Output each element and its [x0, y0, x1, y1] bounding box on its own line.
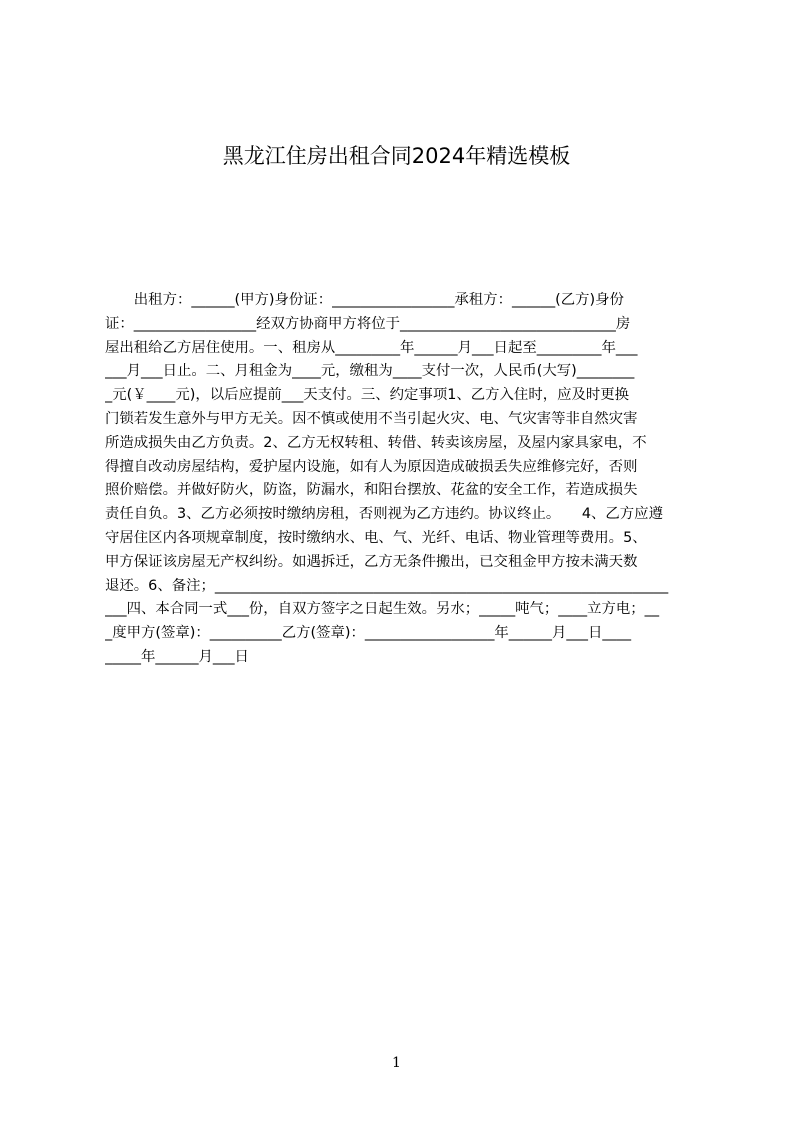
body-line: 屋出租给乙方居住使用。一、租房从_________年______月___日起至_________年___: [105, 339, 638, 356]
body-line: 责任自负。3、乙方必须按时缴纳房租，否则视为乙方违约。协议终止。 4、乙方应遵: [105, 506, 663, 523]
body-line: 得擅自改动房屋结构，爱护屋内设施，如有人为原因造成破损丢失应维修完好，否则: [105, 458, 638, 475]
contract-body: [105, 289, 697, 670]
body-line: _元(￥____元)，以后应提前___天支付。三、约定事项1、乙方入住时，应及时更换: [105, 387, 630, 404]
body-line: 出租方：______(甲方)身份证：_________________承租方：______(乙方)身份: [105, 292, 624, 308]
body-line: ___四、本合同一式___份，自双方签字之日起生效。另水；_____吨气；____立方电；__: [105, 601, 660, 618]
body-line: 所造成损失由乙方负责。2、乙方无权转租、转借、转卖该房屋，及屋内家具家电，不: [105, 434, 647, 451]
body-line: ___月___日止。二、月租金为____元，缴租为____支付一次，人民币(大写)________: [105, 363, 635, 380]
body-line: 照价赔偿。并做好防火，防盗，防漏水，和阳台摆放、花盆的安全工作，若造成损失: [105, 482, 638, 499]
document-title: 黑龙江住房出租合同2024年精选模板: [222, 144, 571, 168]
body-line: _度甲方(签章)：__________乙方(签章)：__________________年______月___日____: [105, 625, 632, 642]
page-number: 1: [392, 1055, 401, 1071]
body-line: _____年______月___日: [105, 648, 249, 665]
body-line: 门锁若发生意外与甲方无关。因不慎或使用不当引起火灾、电、气灾害等非自然灾害: [105, 410, 638, 427]
body-line: 证：_________________经双方协商甲方将位于______________________________房: [105, 315, 631, 332]
body-line: 甲方保证该房屋无产权纠纷。如遇拆迁，乙方无条件搬出，已交租金甲方按未满天数: [105, 553, 638, 570]
body-line: 退还。6、备注；_______________________________________________________________: [105, 577, 669, 594]
body-line: 守居住区内各项规章制度，按时缴纳水、电、气、光纤、电话、物业管理等费用。5、: [105, 529, 647, 546]
